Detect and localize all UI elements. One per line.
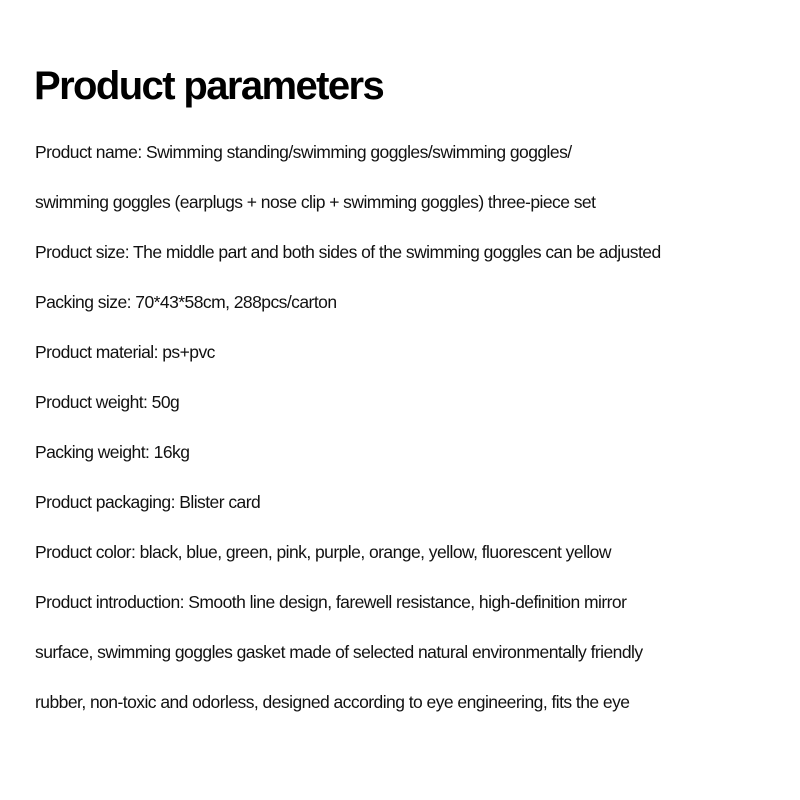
- product-weight-line: Product weight: 50g: [35, 392, 180, 412]
- product-introduction-continuation-line: surface, swimming goggles gasket made of selected natural environmentally friendly: [35, 642, 643, 662]
- product-introduction-final-line: rubber, non-toxic and odorless, designed according to eye engineering, fits the eye: [35, 692, 630, 712]
- page-title: Product parameters: [34, 64, 384, 108]
- product-size-line: Product size: The middle part and both sides of the swimming goggles can be adjusted: [35, 242, 661, 262]
- product-name-line: Product name: Swimming standing/swimming goggles/swimming goggles/: [35, 142, 572, 162]
- product-material-line: Product material: ps+pvc: [35, 342, 215, 362]
- packing-weight-line: Packing weight: 16kg: [35, 442, 190, 462]
- product-name-continuation-line: swimming goggles (earplugs + nose clip + swimming goggles) three-piece set: [35, 192, 596, 212]
- product-color-line: Product color: black, blue, green, pink, purple, orange, yellow, fluorescent yellow: [35, 542, 611, 562]
- product-packaging-line: Product packaging: Blister card: [35, 492, 261, 512]
- product-introduction-line: Product introduction: Smooth line design, farewell resistance, high-definition mirror: [35, 592, 627, 612]
- packing-size-line: Packing size: 70*43*58cm, 288pcs/carton: [35, 292, 337, 312]
